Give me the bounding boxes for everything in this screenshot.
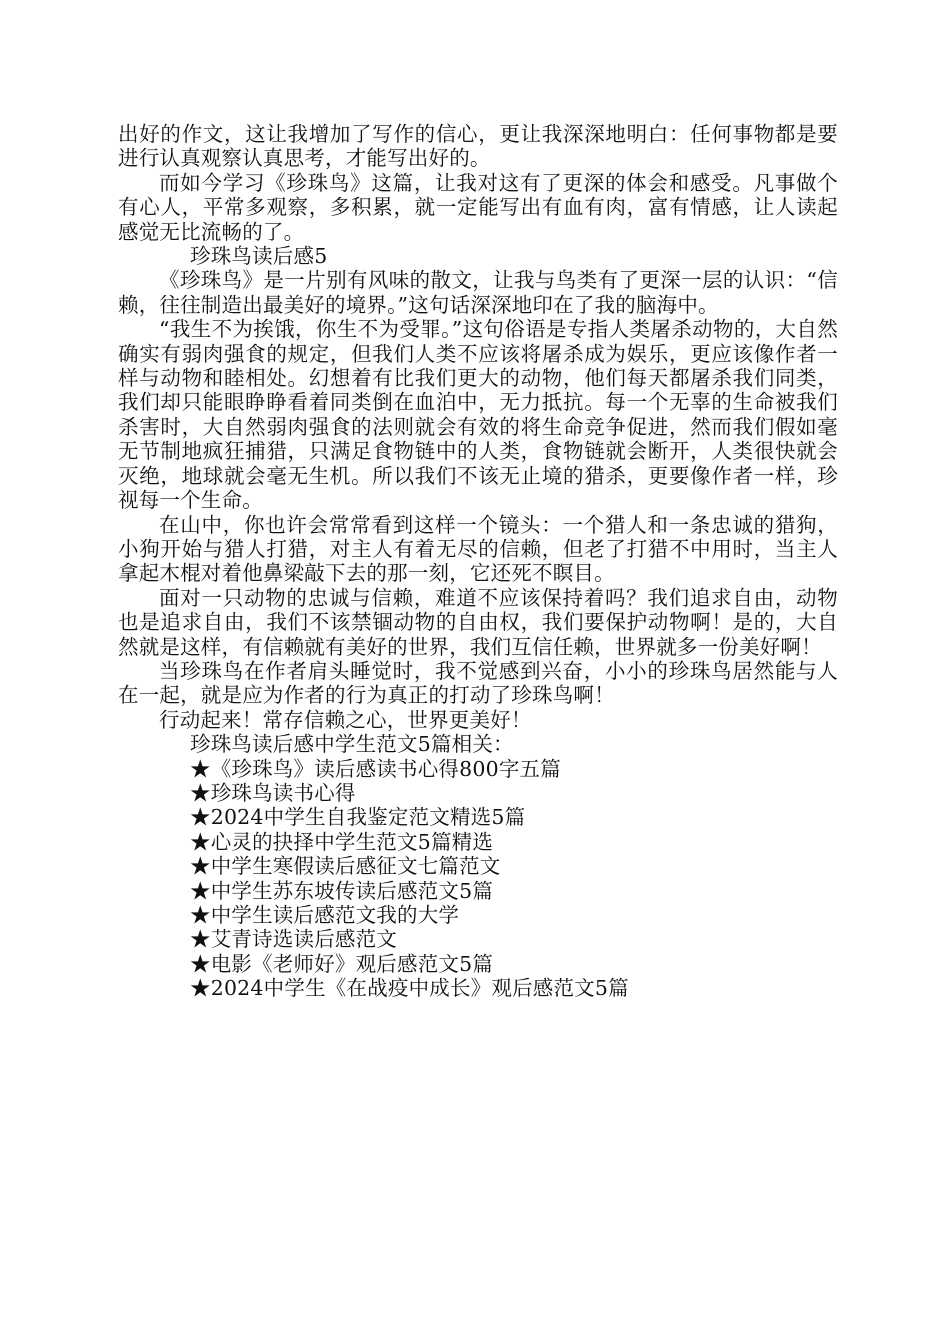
related-link[interactable]: ★《珍珠鸟》读后感读书心得800字五篇 bbox=[190, 756, 561, 781]
body-paragraph: 《珍珠鸟》是一片别有风味的散文，让我与鸟类有了更深一层的认识：“信赖，往往制造出最美好的境界。”这句话深深地印在了我的脑海中。 bbox=[118, 268, 838, 317]
related-link[interactable]: ★中学生寒假读后感征文七篇范文 bbox=[190, 854, 501, 879]
body-paragraph: 当珍珠鸟在作者肩头睡觉时，我不觉感到兴奋，小小的珍珠鸟居然能与人在一起，就是应为作者的行为真正的打动了珍珠鸟啊！ bbox=[118, 658, 838, 708]
body-paragraph: 面对一只动物的忠诚与信赖，难道不应该保持着吗？我们追求自由，动物也是追求自由，我们不该禁锢动物的自由权，我们要保护动物啊！是的，大自然就是这样，有信赖就有美好的世界，我们互信任赖，世界就多一份美好啊！ bbox=[118, 585, 838, 659]
related-title: 珍珠鸟读后感中学生范文5篇相关： bbox=[190, 732, 514, 757]
related-link[interactable]: ★2024中学生自我鉴定范文精选5篇 bbox=[190, 805, 526, 830]
related-link[interactable]: ★中学生读后感范文我的大学 bbox=[190, 903, 460, 927]
body-paragraph: 而如今学习《珍珠鸟》这篇，让我对这有了更深的体会和感受。凡事做个有心人，平常多观察，多积累，就一定能写出有血有肉，富有情感，让人读起感觉无比流畅的了。 bbox=[118, 170, 838, 244]
related-link[interactable]: ★电影《老师好》观后感范文5篇 bbox=[190, 951, 494, 976]
document-body bbox=[118, 122, 838, 1001]
body-paragraph: 出好的作文，这让我增加了写作的信心，更让我深深地明白：任何事物都是要进行认真观察认真思考，才能写出好的。 bbox=[118, 122, 838, 171]
related-link[interactable]: ★心灵的抉择中学生范文5篇精选 bbox=[190, 829, 494, 854]
related-links-list bbox=[118, 757, 838, 1001]
related-link[interactable]: ★珍珠鸟读书心得 bbox=[190, 780, 356, 805]
body-paragraph: 行动起来！常存信赖之心，世界更美好！ bbox=[159, 707, 532, 732]
body-paragraph: “我生不为挨饿，你生不为受罪。”这句俗语是专指人类屠杀动物的，大自然确实有弱肉强食的规定，但我们人类不应该将屠杀成为娱乐，更应该像作者一样与动物和睦相处。幻想着有比我们更大的动物，他们每天都屠杀我们同类，我们却只能眼睁睁看着同类倒在血泊中，无力抵抗。每一个无辜的生命被我们杀害时，大自然弱肉强食的法则就会有效的将生命竞争促进，然而我们假如毫无节制地疯狂捕猎，只满足食物链中的人类，食物链就会断开，人类很快就会灭绝，地球就会毫无生机。所以我们不该无止境的猎杀，更要像作者一样，珍视每一个生命。 bbox=[118, 317, 838, 513]
related-link[interactable]: ★中学生苏东坡传读后感范文5篇 bbox=[190, 878, 494, 903]
related-link[interactable]: ★2024中学生《在战疫中成长》观后感范文5篇 bbox=[190, 976, 629, 1001]
related-link[interactable]: ★艾青诗选读后感范文 bbox=[190, 927, 397, 952]
section-title: 珍珠鸟读后感5 bbox=[190, 244, 328, 269]
body-paragraph: 在山中，你也许会常常看到这样一个镜头：一个猎人和一条忠诚的猎狗，小狗开始与猎人打猎，对主人有着无尽的信赖，但老了打猎不中用时，当主人拿起木棍对着他鼻梁敲下去的那一刻，它还死不瞑目。 bbox=[118, 512, 838, 586]
